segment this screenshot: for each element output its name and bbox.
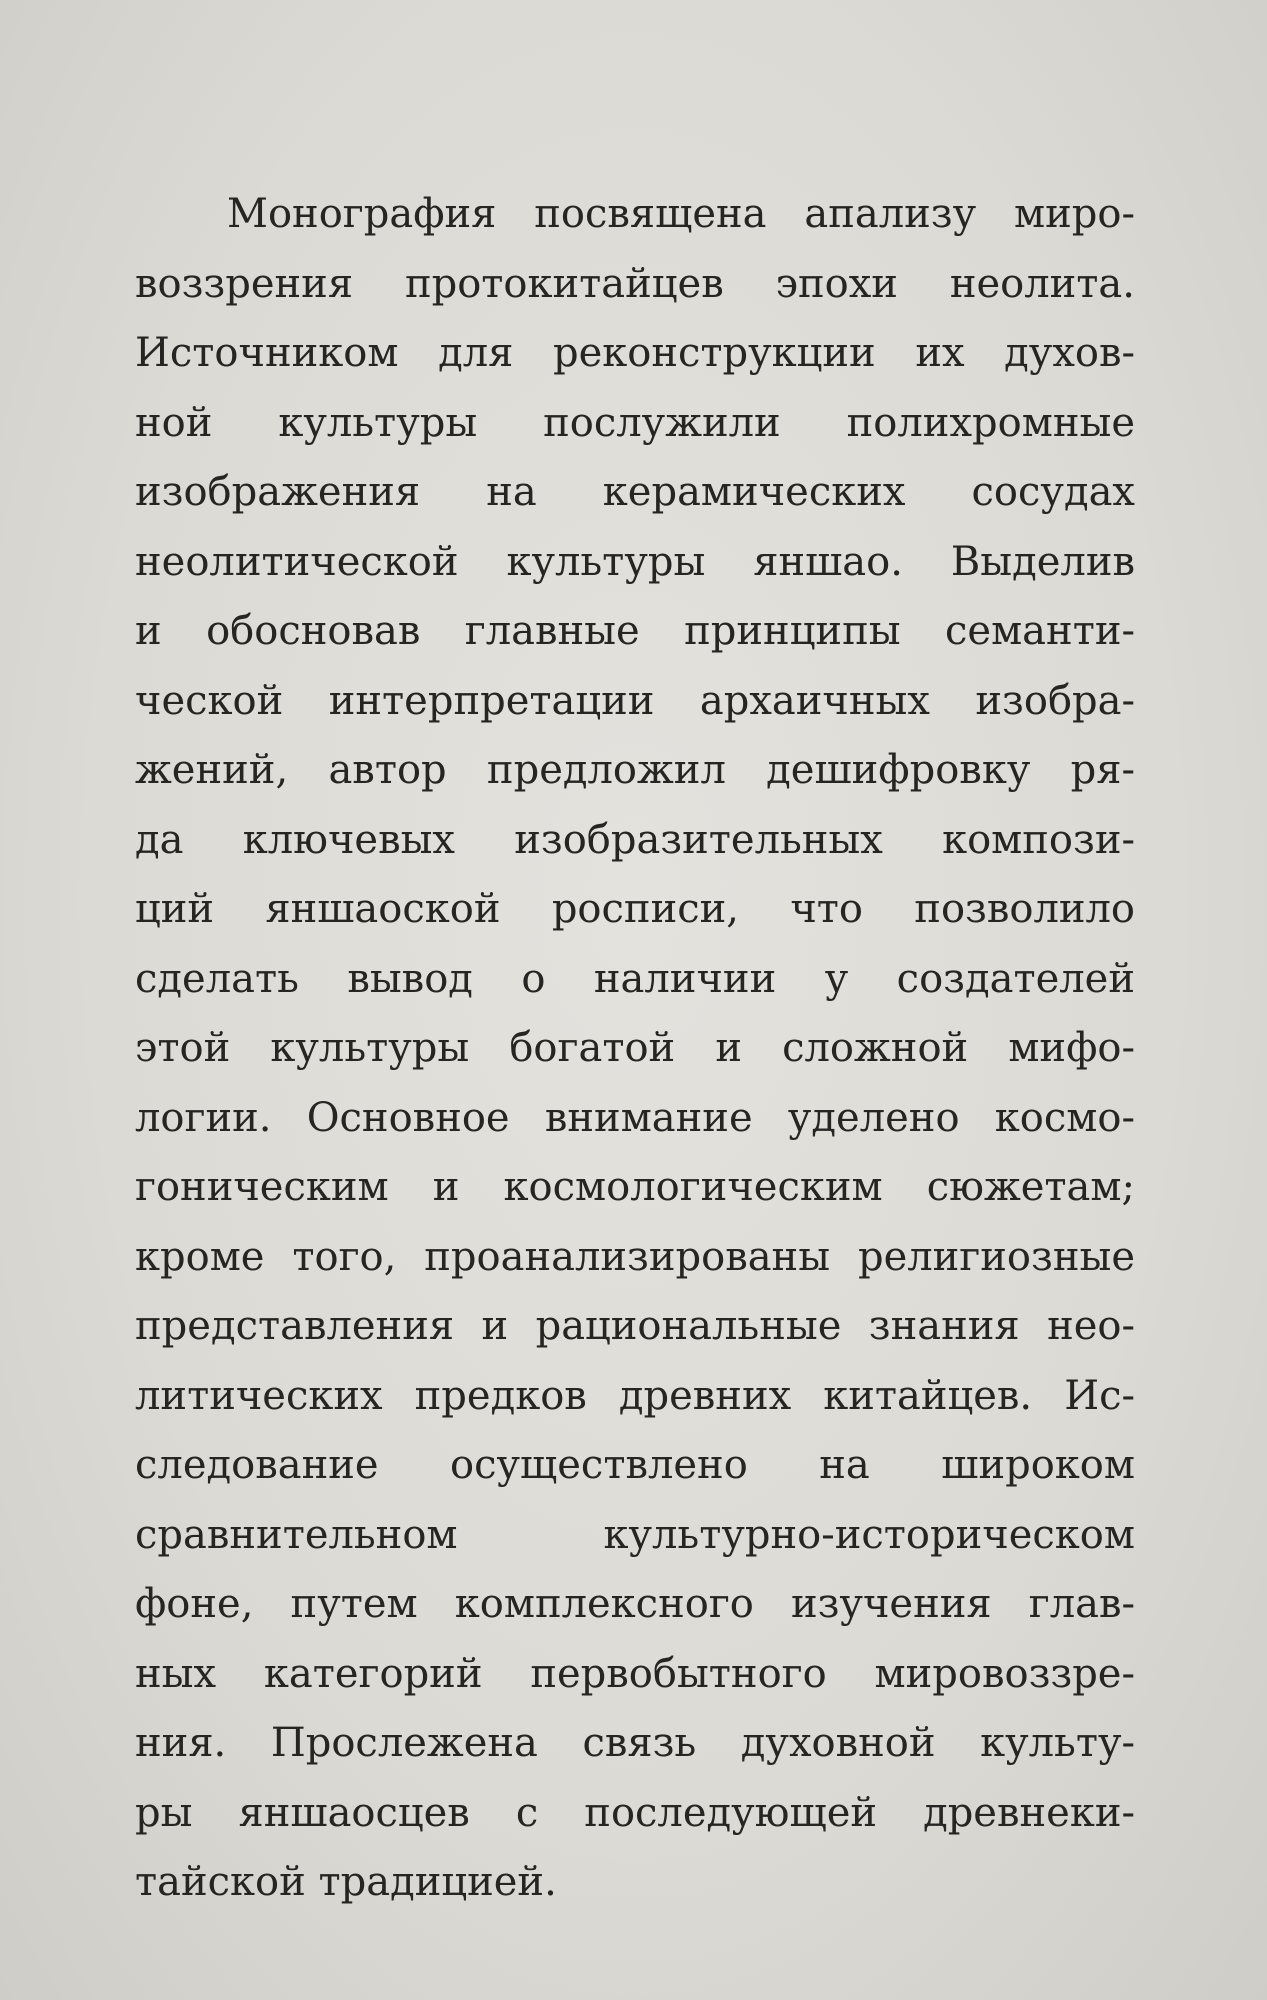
text-line: Источником для реконструкции их духов- [135,330,1135,376]
text-line: тайской традицией. [135,1859,557,1905]
text-line: ций яншаоской росписи, что позволило [135,886,1135,932]
text-line: ры яншаосцев с последующей древнеки- [135,1789,1135,1836]
text-line: неолитической культуры яншао. Выделив [135,538,1135,585]
text-line: гоническим и космологическим сюжетам; [135,1164,1135,1210]
text-line: логии. Основное внимание уделено космо- [135,1094,1135,1141]
annotation-paragraph [135,180,1135,1918]
text-line: жений, автор предложил дешифровку ря- [135,747,1135,793]
text-line: кроме того, проанализированы религиозные [135,1233,1135,1280]
text-line: ных категорий первобытного мировоззре- [135,1650,1135,1697]
text-line: сравнительном культурно-историческом [135,1511,1135,1558]
text-line: литических предков древних китайцев. Ис- [135,1372,1135,1419]
text-line: ческой интерпретации архаичных изобра- [135,677,1135,724]
text-line: воззрения протокитайцев эпохи неолита. [135,260,1135,307]
text-line: да ключевых изобразительных компози- [135,816,1135,863]
text-line: ния. Прослежена связь духовной культу- [135,1720,1135,1766]
text-line: фоне, путем комплексного изучения глав- [135,1581,1135,1627]
text-line: этой культуры богатой и сложной мифо- [135,1025,1135,1071]
text-line: ной культуры послужили полихромные [135,399,1135,446]
text-line: и обосновав главные принципы семанти- [135,608,1135,654]
text-line: изображения на керамических сосудах [135,469,1135,515]
text-line: сделать вывод о наличии у создателей [135,955,1135,1002]
text-line: Монография посвящена апализу миро- [227,191,1135,237]
text-line: следование осуществлено на широком [135,1442,1135,1488]
text-line: представления и рациональные знания нео- [135,1303,1135,1349]
